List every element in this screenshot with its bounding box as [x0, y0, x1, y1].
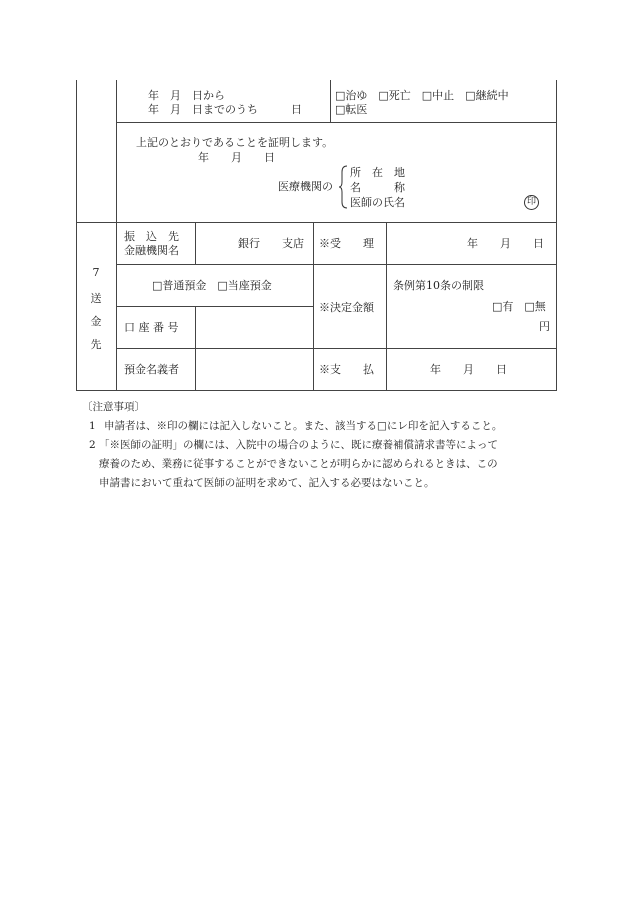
- table-border-bottom: [76, 390, 557, 391]
- row-divider-remittance-top: [76, 222, 557, 223]
- row-divider-period: [116, 122, 557, 123]
- notes-heading: 〔注意事項〕: [82, 401, 145, 413]
- note-2-line-1: 「※医師の証明」の欄には、入院中の場合のように、既に療養補償請求書等によって: [99, 439, 498, 451]
- limit-options[interactable]: □有 □無: [492, 300, 546, 313]
- receipt-label: ※受 理: [319, 237, 374, 250]
- account-number-label: 口 座 番 号: [124, 321, 179, 334]
- row-divider-bank: [116, 264, 557, 265]
- deposit-type-options[interactable]: □普通預金 □当座預金: [152, 279, 272, 292]
- payment-label: ※支 払: [319, 363, 374, 376]
- decided-amount-label: ※決定金額: [319, 301, 374, 314]
- column-divider-account-value: [195, 306, 196, 390]
- note-2-line-2: 療養のため、業務に従事することができないことが明らかに認められるときは、この: [99, 458, 498, 470]
- section-title-char-2: 金: [90, 315, 102, 328]
- doctor-name-label: 医師の氏名: [350, 196, 405, 209]
- section-number: 7: [92, 266, 100, 279]
- bank-value[interactable]: 銀行 支店: [238, 237, 304, 250]
- note-2-line-3: 申請書において重ねて医師の証明を求めて、記入する必要はないこと。: [99, 477, 435, 489]
- name-label: 名 称: [350, 181, 405, 194]
- seal-icon: 印: [524, 195, 539, 210]
- account-holder-label: 預金名義者: [124, 363, 179, 376]
- outcome-options-1[interactable]: □治ゆ □死亡 □中止 □継続中: [335, 89, 509, 102]
- period-days-unit: 日: [291, 103, 302, 116]
- certification-date: 年 月 日: [198, 151, 275, 164]
- note-2-number: 2: [89, 439, 96, 451]
- row-divider-account: [116, 348, 557, 349]
- period-from: 年 月 日から: [148, 89, 225, 102]
- limit-label: 条例第10条の制限: [393, 279, 484, 292]
- note-1-number: 1: [89, 420, 96, 432]
- column-divider-section: [116, 80, 117, 391]
- certification-statement: 上記のとおりであることを証明します。: [136, 136, 334, 149]
- row-divider-deposit: [116, 306, 313, 307]
- payment-date: 年 月 日: [430, 363, 507, 376]
- note-1-line-1: 申請者は、※印の欄には記入しないこと。また、該当する□にレ印を記入すること。: [104, 420, 503, 432]
- yen-unit: 円: [539, 320, 550, 333]
- table-border-right: [556, 80, 557, 391]
- table-border-left: [76, 80, 77, 391]
- brace-icon: [338, 165, 348, 209]
- period-to: 年 月 日までのうち: [148, 103, 258, 116]
- institution-label: 医療機関の: [278, 180, 333, 193]
- section-title-char-1: 送: [90, 292, 102, 305]
- bank-label-2: 金融機関名: [124, 244, 179, 257]
- receipt-date: 年 月 日: [467, 237, 544, 250]
- column-divider-bank-value: [195, 222, 196, 264]
- section-title-char-3: 先: [90, 338, 102, 351]
- column-divider-office: [313, 222, 314, 390]
- bank-label-1: 振 込 先: [124, 230, 179, 243]
- outcome-options-2[interactable]: □転医: [335, 103, 368, 116]
- column-divider-outcome: [330, 80, 331, 122]
- column-divider-office-value: [386, 222, 387, 390]
- address-label: 所 在 地: [350, 166, 405, 179]
